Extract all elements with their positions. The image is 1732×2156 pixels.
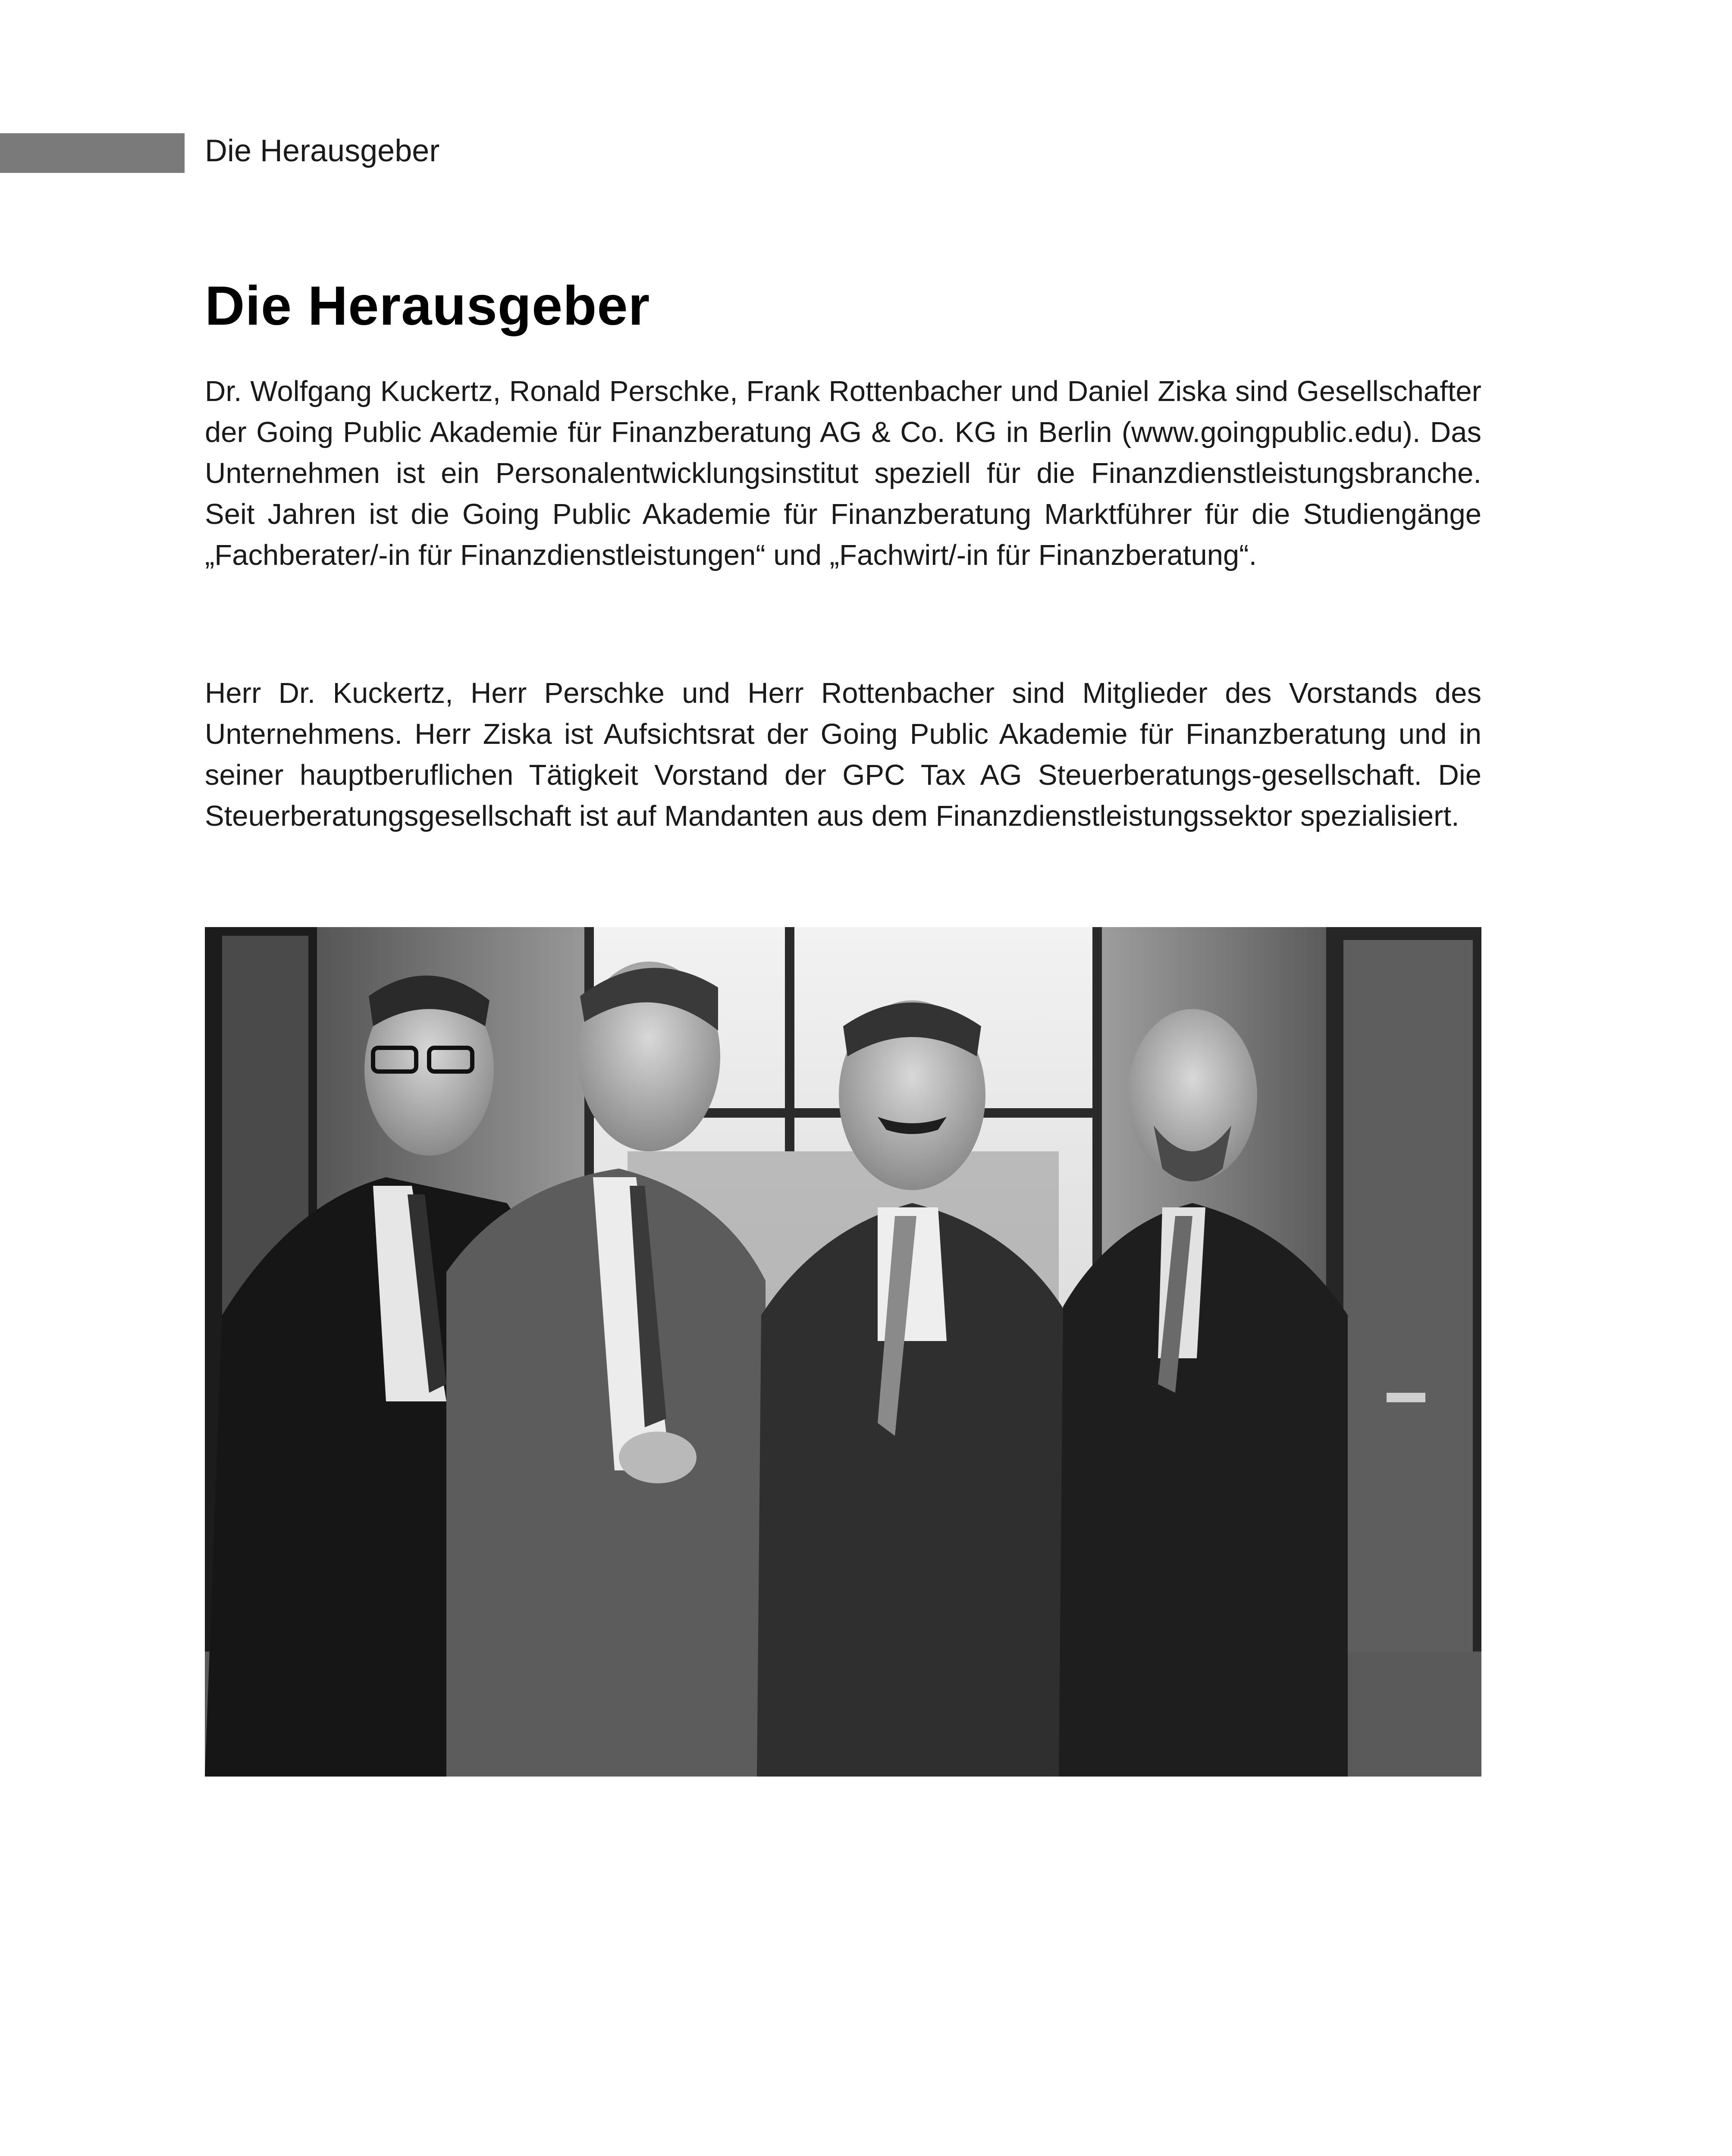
group-photo-illustration — [205, 927, 1481, 1777]
chapter-title: Die Herausgeber — [205, 275, 650, 337]
group-photo — [205, 927, 1481, 1777]
paragraph-intro: Dr. Wolfgang Kuckertz, Ronald Perschke, Frank Rottenbacher und Daniel Ziska sind Gesellschafter der Going Public Akademie für Finanzberatung AG & Co. KG in Berlin (www.goingpublic.edu). Das Unternehmen ist ein Personalentwicklungsinstitut speziell für die Finanzdienstleistungsbranche. Seit Jahren ist die Going Public Akademie für Finanzberatung Marktführer für die Studiengänge „Fachberater/-in für Finanzdienstleistungen“ und „Fachwirt/-in für Finanzberatung“. — [205, 375, 1481, 571]
paragraph-board: Herr Dr. Kuckertz, Herr Perschke und Herr Rottenbacher sind Mitglieder des Vorstands des Unternehmens. Herr Ziska ist Aufsichtsrat der Going Public Akademie für Finanzberatung und in seiner hauptberuflichen Tätigkeit Vorstand der GPC Tax AG Steuerberatungs-gesellschaft. Die Steuerberatungsgesellschaft ist auf Mandanten aus dem Finanzdienstleistungssektor spezialisiert. — [205, 677, 1481, 832]
running-head: Die Herausgeber — [205, 134, 440, 168]
running-head-bar — [0, 133, 185, 173]
